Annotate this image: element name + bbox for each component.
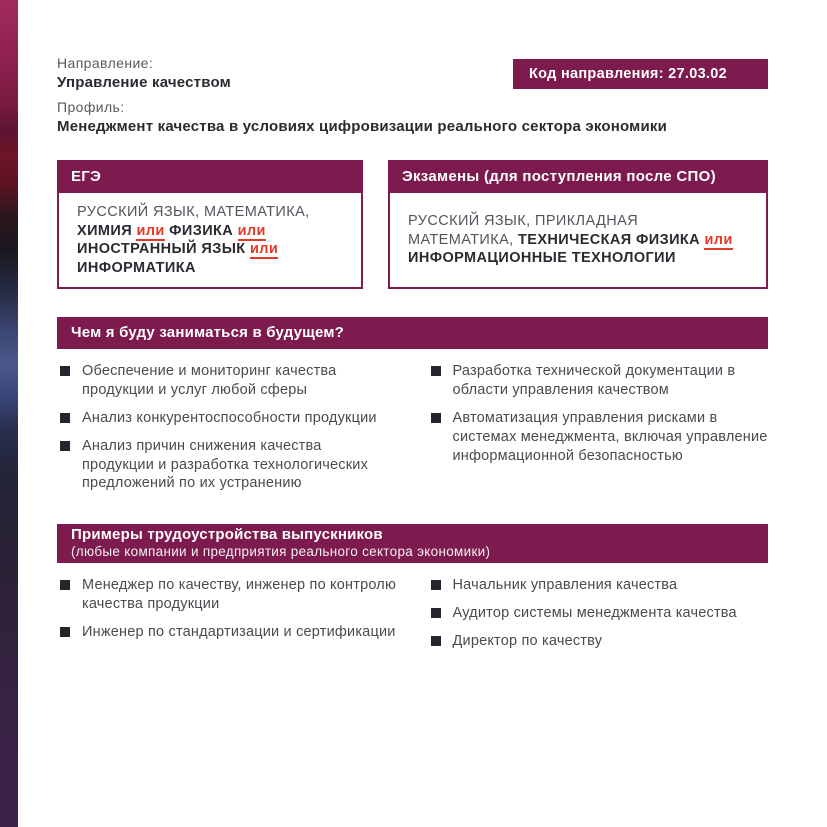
subject-text: РУССКИЙ ЯЗЫК, МАТЕМАТИКА, [77, 204, 310, 220]
spo-box-body [388, 193, 768, 289]
list-item [60, 362, 398, 400]
direction-block [57, 55, 231, 92]
bullet-square-icon [431, 580, 441, 590]
or-keyword: или [704, 231, 733, 248]
spo-subjects-text [408, 212, 748, 268]
subject-text: ИНФОРМАТИКА [77, 259, 196, 276]
jobs-section-header [57, 524, 768, 563]
list-item [60, 437, 398, 494]
or-keyword: или [136, 222, 165, 239]
ege-box-body [57, 193, 363, 289]
list-item [60, 576, 398, 614]
or-keyword: или [237, 222, 266, 239]
future-columns [57, 362, 768, 502]
jobs-section-title: Примеры трудоустройства выпускников [71, 526, 383, 544]
bullet-square-icon [431, 608, 441, 618]
profile-value: Менеджмент качества в условиях цифровизации реального сектора экономики [57, 117, 668, 135]
jobs-left-list [57, 576, 398, 660]
jobs-right-list [428, 576, 769, 660]
bullet-square-icon [431, 636, 441, 646]
list-item-text: Аудитор системы менеджмента качества [452, 605, 737, 622]
card-content [57, 0, 768, 827]
jobs-columns [57, 576, 768, 660]
bullet-square-icon [60, 441, 70, 451]
exam-boxes-row [57, 160, 768, 289]
list-item-text: Анализ причин снижения качества продукции и разработка технологических предложений по их устранению [82, 437, 369, 492]
list-item [431, 362, 769, 400]
bullet-square-icon [431, 413, 441, 423]
bullet-square-icon [60, 413, 70, 423]
bullet-square-icon [60, 627, 70, 637]
future-left-list [57, 362, 398, 502]
spo-exams-box [388, 160, 768, 289]
direction-code-badge: Код направления: 27.03.02 [513, 59, 768, 89]
list-item-text: Обеспечение и мониторинг качества продукции и услуг любой сферы [82, 363, 337, 399]
direction-value: Управление качеством [57, 73, 231, 91]
subject-text: ИНФОРМАЦИОННЫЕ ТЕХНОЛОГИИ [408, 250, 676, 267]
list-item-text: Инженер по стандартизации и сертификации [82, 623, 396, 640]
list-item-text: Менеджер по качеству, инженер по контролю качества продукции [82, 577, 397, 613]
ege-box-title: ЕГЭ [57, 160, 363, 193]
future-right-list [428, 362, 769, 502]
list-item [431, 409, 769, 466]
header-row [57, 55, 768, 92]
subject-text: РУССКИЙ ЯЗЫК, ПРИКЛАДНАЯ МАТЕМАТИКА, [408, 213, 639, 248]
list-item [60, 623, 398, 642]
bullet-square-icon [60, 366, 70, 376]
list-item [60, 409, 398, 428]
list-item-text: Разработка технической документации в области управления качеством [452, 363, 736, 399]
bullet-square-icon [431, 366, 441, 376]
ege-subjects-text [77, 203, 343, 277]
profile-label: Профиль: [57, 99, 125, 115]
profile-block [57, 99, 768, 136]
or-keyword: или [249, 241, 279, 258]
subject-text: ФИЗИКА [164, 222, 238, 239]
left-photo-strip [0, 0, 18, 827]
subject-text: ИНОСТРАННЫЙ ЯЗЫК [77, 241, 250, 258]
subject-text: ХИМИЯ [77, 222, 137, 239]
future-section-title: Чем я буду заниматься в будущем? [71, 324, 345, 342]
spo-box-title: Экзамены (для поступления после СПО) [388, 160, 768, 193]
list-item [431, 576, 769, 595]
list-item [431, 604, 769, 623]
list-item [431, 632, 769, 651]
future-section-header [57, 317, 768, 349]
ege-box [57, 160, 363, 289]
subject-text: ТЕХНИЧЕСКАЯ ФИЗИКА [518, 231, 705, 248]
list-item-text: Директор по качеству [452, 632, 603, 649]
list-item-text: Автоматизация управления рисками в системах менеджмента, включая управление информационной безопасностью [452, 409, 768, 464]
bullet-square-icon [60, 580, 70, 590]
jobs-section-subtitle: (любые компании и предприятия реального сектора экономики) [71, 544, 491, 560]
list-item-text: Анализ конкурентоспособности продукции [82, 409, 377, 426]
direction-label: Направление: [57, 55, 154, 71]
list-item-text: Начальник управления качества [452, 577, 678, 594]
